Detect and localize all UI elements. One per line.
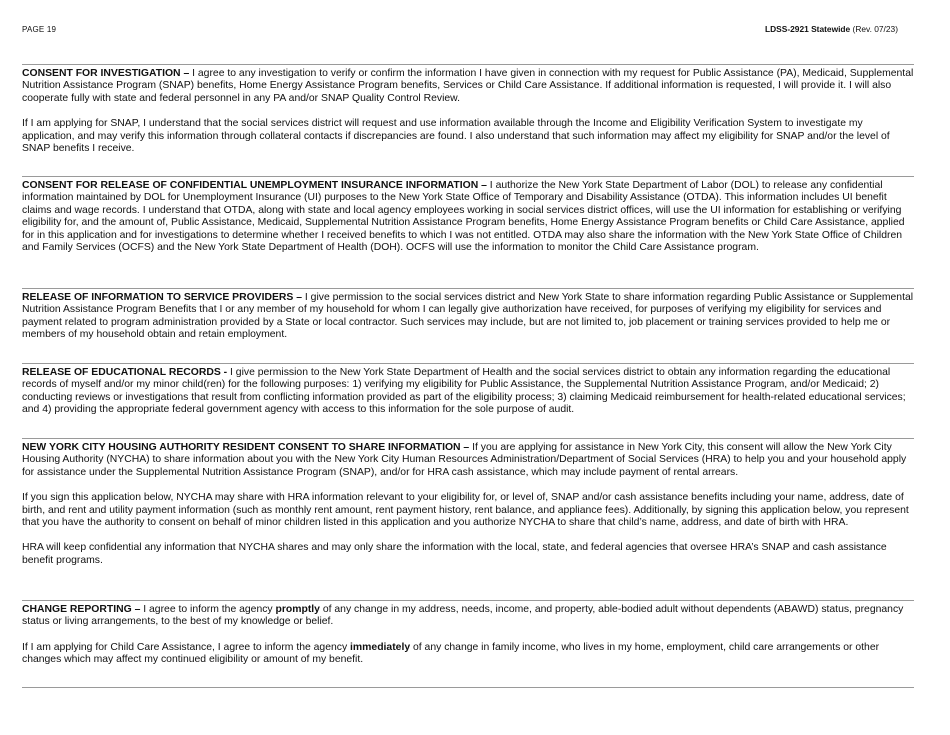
investigation-heading: CONSENT FOR INVESTIGATION – [22, 68, 190, 79]
change-reporting-text-end: of any change in my address, needs, income, and property, able-bodied adult without dependents (ABAWD) status, pregnancy status or living arrangements, to the best of my knowledge or belief. [22, 604, 904, 628]
nycha-consent-section [22, 438, 914, 600]
unemployment-heading: CONSENT FOR RELEASE OF CONFIDENTIAL UNEMPLOYMENT INSURANCE INFORMATION – [22, 180, 487, 191]
service-providers-paragraph [22, 292, 914, 342]
service-providers-section [22, 288, 914, 363]
promptly-emphasis: promptly [275, 604, 320, 615]
change-reporting-heading: CHANGE REPORTING – [22, 604, 141, 615]
snap-verification-paragraph: If I am applying for SNAP, I understand that the social services district will request and use information available through the Income and Eligibility Verification System to investigate my application, and may verify this information through collateral contacts if discrepancies are found. I also understand that such information may affect my eligibility for SNAP and/or the level of SNAP benefits I receive. [22, 118, 890, 155]
nycha-text: If you are applying for assistance in New York City, this consent will allow the New York City Housing Authority (NYCHA) to share information about you with the New York City Human Resources Administration/Department of Social Services (HRA) to help you and your household apply for assistance under the Supplemental Nutrition Assistance Program (SNAP), and/or for HRA cash assistance, which may include payment of rental arrears. [22, 442, 907, 478]
investigation-paragraph [22, 68, 914, 105]
unemployment-paragraph [22, 180, 914, 254]
immediately-emphasis: immediately [350, 641, 411, 653]
nycha-paragraph [22, 442, 914, 479]
educational-text: I give permission to the New York State Department of Health and the social services district to obtain any information regarding the educational records of myself and/or my minor child(ren) for the following purposes: 1) verifying my eligibility for Public Assistance, the Supplemental Nutrition Assistance Program, and/or Medicaid; 2) conducting reviews or investigations that result from conflicting information provided as part of the eligibility process; 3) claiming Medicaid reimbursement for health-related educational services; and 4) providing the appropriate federal government agency with access to this information for the sole purpose of audit. [22, 367, 906, 416]
child-care-reporting-paragraph [22, 642, 914, 667]
service-providers-text: I give permission to the social services district and New York State to share information regarding Public Assistance or Supplemental Nutrition Assistance Program Benefits that I or any member of my household for whom I can legally give authorization have received, for purposes of verifying my eligibility for services and payment related to program administration provided by a State or local contractor. Such services may include, but are not limited to, job placement or training services provided to help me or members of my household obtain and retain employment. [22, 292, 914, 341]
change-reporting-paragraph [22, 604, 914, 629]
service-providers-heading: RELEASE OF INFORMATION TO SERVICE PROVIDERS – [22, 292, 303, 303]
nycha-confidentiality-paragraph: HRA will keep confidential any information that NYCHA shares and may only share the information with the local, state, and federal agencies that oversee HRA’s SNAP and cash assistance benefit programs. [22, 542, 887, 566]
form-identifier [765, 24, 898, 34]
change-reporting-section [22, 600, 914, 687]
page-number: PAGE 19 [22, 25, 57, 34]
consent-document [22, 64, 914, 689]
change-reporting-text-start: I agree to inform the agency [140, 604, 276, 615]
bottom-divider [22, 687, 914, 689]
educational-records-section [22, 363, 914, 438]
investigation-text: I agree to any investigation to verify or confirm the information I have given in connection with my request for Public Assistance (PA), Medicaid, Supplemental Nutrition Assistance Program (SNAP) benefits, Home Energy Assistance Program benefits, Services or Child Care Assistance. If additional information is requested, I will provide it. I will also cooperate fully with state and federal personnel in any PA and/or SNAP Quality Control Review. [22, 68, 914, 104]
child-care-text-start: If I am applying for Child Care Assistance, I agree to inform the agency [22, 641, 351, 653]
nycha-heading: NEW YORK CITY HOUSING AUTHORITY RESIDENT CONSENT TO SHARE INFORMATION – [22, 442, 470, 453]
consent-investigation-section [22, 64, 914, 176]
form-code: LDSS-2921 Statewide [765, 24, 851, 34]
nycha-sharing-paragraph: If you sign this application below, NYCHA may share with HRA information relevant to your eligibility for, or level of, SNAP and/or cash assistance benefits including your name, address, date of birth, and rent and utility payment information (such as monthly rent amount, rent payment history, rent balance, and appliance fees). Additionally, by signing this application below, you represent that you have the authority to consent on behalf of minor children listed in this application and you authorize NYCHA to share that child’s name, address, and date of birth with HRA. [22, 492, 909, 529]
unemployment-text: I authorize the New York State Department of Labor (DOL) to release any confidential information maintained by DOL for Unemployment Insurance (UI) purposes to the New York State Office of Temporary and Disability Assistance (OTDA). This information includes UI benefit claims and wage records. I understand that OTDA, along with state and local agency employees working in social services district offices, will use the UI information for establishing or verifying eligibility for, and the amount of, Public Assistance, Medicaid, Supplemental Nutrition Assistance Program benefits, Home Energy Assistance Program benefits or Child Care Assistance, applied for in this application and for investigations to determine whether I received benefits to which I was not entitled. OTDA may also share the information with the New York State Office of Children and Family Services (OCFS) and the New York State Department of Health (DOH). OCFS will use the information to monitor the Child Care Assistance program. [22, 180, 905, 254]
unemployment-insurance-section [22, 176, 914, 288]
educational-paragraph [22, 367, 914, 417]
form-revision: (Rev. 07/23) [852, 24, 898, 34]
educational-heading: RELEASE OF EDUCATIONAL RECORDS - [22, 367, 228, 378]
child-care-text-end: of any change in family income, who lives in my home, employment, child care arrangements or other changes which may affect my continued eligibility or amount of my benefit. [22, 641, 880, 666]
